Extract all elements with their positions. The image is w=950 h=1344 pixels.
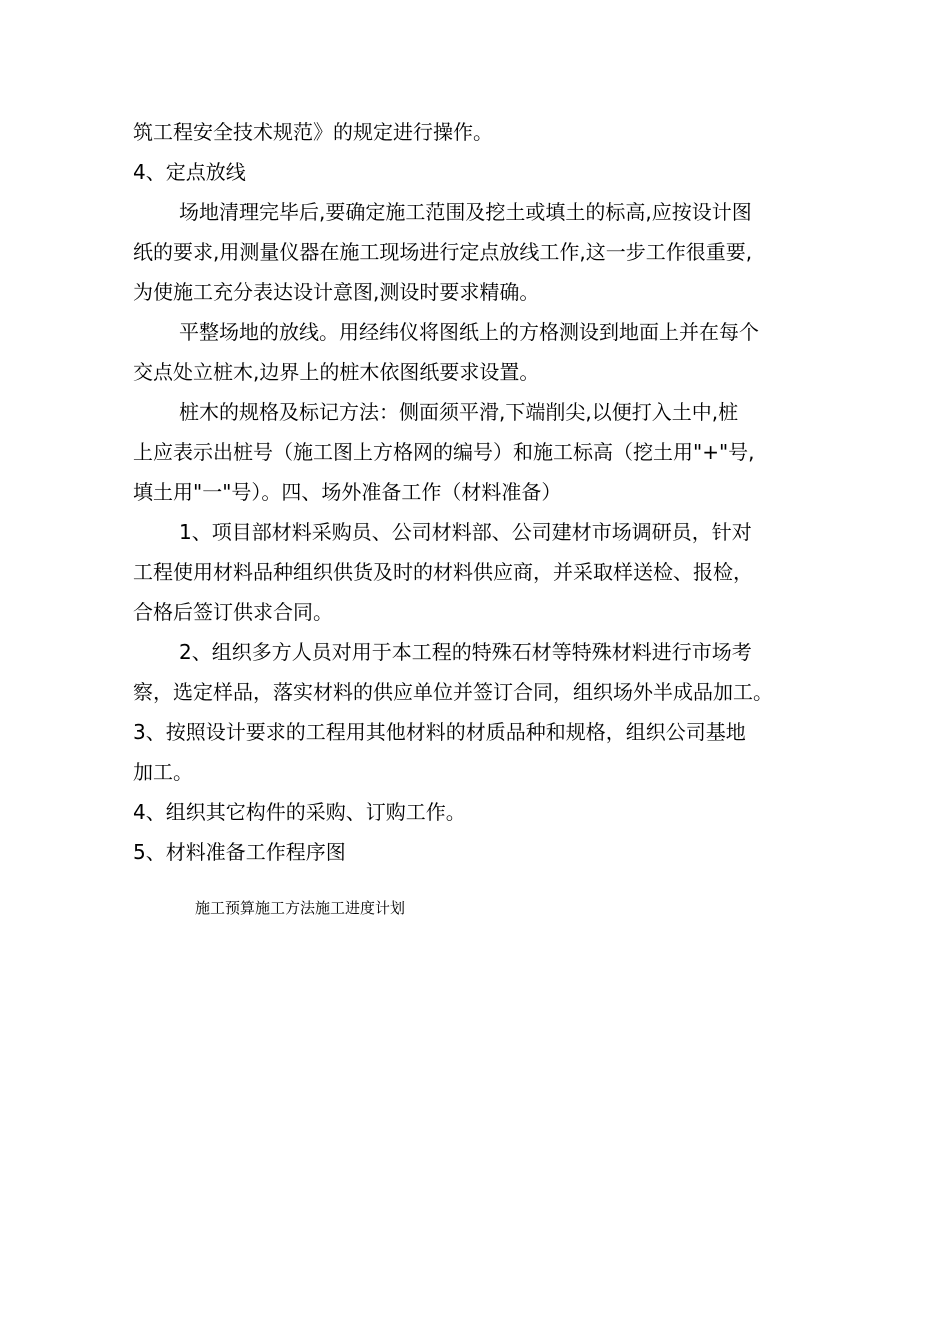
section-heading: 4、定点放线 [133,160,246,184]
paragraph-line: 桩木的规格及标记方法：侧面须平滑,下端削尖,以便打入土中,桩 [179,400,739,424]
paragraph-line: 加工。 [133,760,193,784]
body-text [133,112,833,872]
paragraph-line: 2、组织多方人员对用于本工程的特殊石材等特殊材料进行市场考 [179,640,752,664]
section-heading: 5、材料准备工作程序图 [133,840,346,864]
paragraph-line: 工程使用材料品种组织供货及时的材料供应商，并采取样送检、报检， [133,560,753,584]
paragraph-line: 纸的要求,用测量仪器在施工现场进行定点放线工作,这一步工作很重要, [133,240,753,264]
paragraph-line: 3、按照设计要求的工程用其他材料的材质品种和规格，组织公司基地 [133,720,746,744]
paragraph-line: 平整场地的放线。用经纬仪将图纸上的方格测设到地面上并在每个 [179,320,759,344]
paragraph-line: 交点处立桩木,边界上的桩木依图纸要求设置。 [133,360,540,384]
paragraph-line: 察，选定样品，落实材料的供应单位并签订合同，组织场外半成品加工。 [133,680,773,704]
paragraph-line: 上应表示出桩号（施工图上方格网的编号）和施工标高（挖土用"+"号, [133,440,755,464]
paragraph-line: 筑工程安全技术规范》的规定进行操作。 [133,120,493,144]
paragraph-line: 1、项目部材料采购员、公司材料部、公司建材市场调研员，针对 [179,520,752,544]
diagram-caption: 施工预算施工方法施工进度计划 [195,899,406,917]
paragraph-line: 合格后签订供求合同。 [133,600,333,624]
paragraph-line: 4、组织其它构件的采购、订购工作。 [133,800,466,824]
paragraph-line: 填土用"一"号）。四、场外准备工作（材料准备） [133,480,562,504]
paragraph-line: 为使施工充分表达设计意图,测设时要求精确。 [133,280,540,304]
paragraph-line: 场地清理完毕后,要确定施工范围及挖土或填土的标高,应按设计图 [179,200,752,224]
